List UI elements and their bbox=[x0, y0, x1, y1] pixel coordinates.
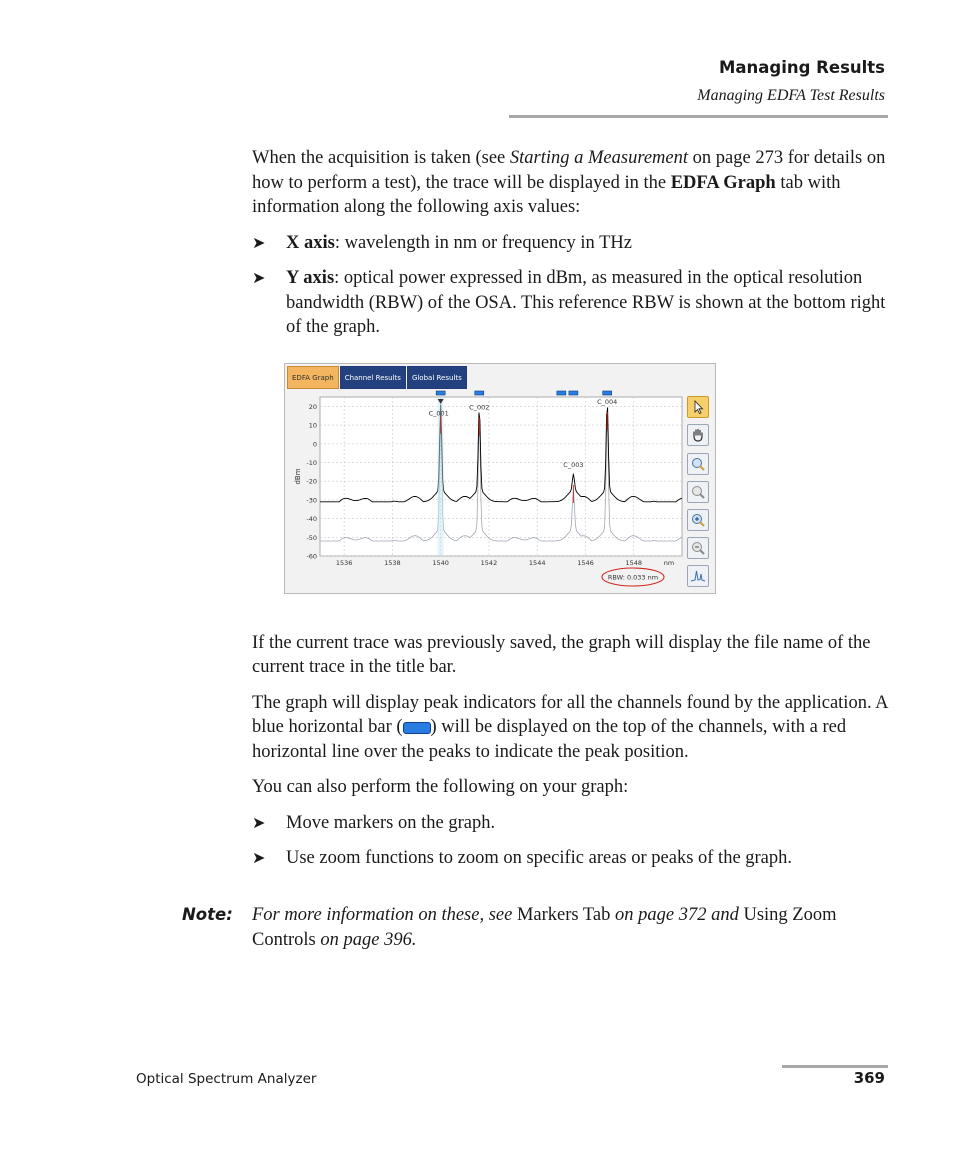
channel-label: C_003 bbox=[563, 460, 584, 469]
y-tick-label: -20 bbox=[306, 477, 317, 486]
channel-label: C_002 bbox=[469, 403, 490, 412]
paragraph-saved-trace: If the current trace was previously saved, the graph will display the file name of the current trace in the title bar. bbox=[252, 632, 871, 677]
bullet-term: Y axis bbox=[286, 268, 335, 288]
peak-text-2: ) will be displayed on the top of the channels, with a red horizontal line over the peaks to indicate the peak position. bbox=[252, 717, 847, 762]
peak-text-1: The graph will display peak indicators for all the channels found by the application. A blue horizontal bar ( bbox=[252, 692, 888, 737]
x-tick-label: 1536 bbox=[335, 559, 353, 567]
bullet-arrow-icon: ➤ bbox=[252, 268, 266, 287]
intro-link[interactable]: Starting a Measurement bbox=[509, 148, 689, 168]
x-tick-label: 1546 bbox=[577, 559, 594, 567]
intro-text-3: tab with information along the following axis values: bbox=[252, 172, 841, 217]
x-tick-label: 1538 bbox=[384, 559, 401, 567]
y-tick-label: -30 bbox=[306, 496, 317, 505]
hand-icon[interactable] bbox=[687, 424, 709, 446]
bullet-arrow-icon: ➤ bbox=[252, 232, 266, 252]
channel-peak-marker bbox=[569, 391, 578, 395]
blue-bar-icon bbox=[403, 722, 431, 734]
tab-bar bbox=[287, 366, 468, 389]
note-text-3: on page 396. bbox=[315, 929, 417, 950]
running-header-subtitle: Managing EDFA Test Results bbox=[697, 87, 885, 104]
tab-edfa-graph[interactable]: EDFA Graph bbox=[287, 366, 339, 389]
note-text bbox=[252, 903, 882, 952]
y-axis-label: dBm bbox=[294, 468, 302, 485]
peak-icon[interactable] bbox=[687, 565, 709, 587]
note-label: Note: bbox=[182, 905, 233, 924]
x-tick-label: 1544 bbox=[528, 559, 546, 567]
y-tick-label: 10 bbox=[308, 421, 317, 430]
bullet-arrow-icon: ➤ bbox=[252, 848, 266, 867]
bullet-y-axis bbox=[252, 266, 892, 340]
y-tick-label: -10 bbox=[306, 458, 317, 467]
bullet-term: X axis bbox=[286, 232, 335, 253]
x-tick-label: 1542 bbox=[480, 559, 498, 567]
note-text-1: For more information on these, see bbox=[252, 905, 517, 925]
note-link-zoom[interactable]: Using Zoom Controls bbox=[252, 905, 837, 950]
channel-label: C_004 bbox=[597, 397, 618, 406]
x-tick-label: 1548 bbox=[625, 559, 643, 567]
channel-peak-marker bbox=[603, 391, 612, 395]
edfa-graph-screenshot bbox=[284, 363, 716, 594]
bullet-text: Move markers on the graph. bbox=[286, 812, 496, 833]
intro-text-1: When the acquisition is taken (see bbox=[252, 148, 510, 168]
spectrum-chart[interactable] bbox=[285, 389, 685, 595]
zoom-area-icon[interactable] bbox=[687, 453, 709, 475]
y-tick-label: -50 bbox=[306, 533, 317, 542]
y-tick-label: -40 bbox=[306, 515, 317, 524]
running-header-title: Managing Results bbox=[718, 58, 885, 77]
zoom-in-icon[interactable] bbox=[687, 509, 709, 531]
tab-global-results[interactable]: Global Results bbox=[407, 366, 467, 389]
channel-peak-marker bbox=[436, 391, 445, 395]
note-block bbox=[182, 903, 882, 952]
bullet-text: Use zoom functions to zoom on specific areas or peaks of the graph. bbox=[286, 848, 793, 868]
intro-paragraph bbox=[252, 146, 892, 220]
x-axis-label: nm bbox=[663, 559, 675, 567]
footer-product-name: Optical Spectrum Analyzer bbox=[136, 1071, 317, 1087]
page-number: 369 bbox=[853, 1069, 885, 1087]
zoom-fit-icon[interactable] bbox=[687, 481, 709, 503]
tab-channel-results[interactable]: Channel Results bbox=[340, 366, 406, 389]
footer-rule bbox=[782, 1065, 888, 1068]
intro-text-2: on page 273 for details on how to perform a test), the trace will be displayed in the bbox=[252, 148, 886, 193]
note-text-2: on page 372 and bbox=[610, 905, 744, 925]
x-tick-label: 1540 bbox=[432, 559, 449, 567]
plot-area bbox=[320, 397, 682, 556]
channel-label: C_001 bbox=[428, 409, 449, 418]
bullet-move-markers bbox=[252, 811, 892, 836]
y-tick-label: 20 bbox=[308, 402, 317, 411]
intro-bold: EDFA Graph bbox=[670, 172, 776, 193]
header-rule bbox=[509, 115, 888, 118]
bullet-arrow-icon: ➤ bbox=[252, 812, 266, 832]
channel-peak-marker bbox=[557, 391, 566, 395]
paragraph-peak-indicators bbox=[252, 691, 892, 765]
paragraph-also-perform: You can also perform the following on your graph: bbox=[252, 777, 629, 797]
pointer-icon[interactable] bbox=[687, 396, 709, 418]
note-link-markers[interactable]: Markers Tab bbox=[516, 905, 611, 925]
bullet-zoom bbox=[252, 846, 892, 871]
bullet-text: : optical power expressed in dBm, as measured in the optical resolution bandwidth (RBW) of the OSA. This reference RBW is shown at the bottom right of the graph. bbox=[286, 268, 886, 337]
y-tick-label: 0 bbox=[312, 440, 317, 449]
zoom-out-icon[interactable] bbox=[687, 537, 709, 559]
y-tick-label: -60 bbox=[306, 552, 317, 561]
rbw-label: RBW: 0.033 nm bbox=[607, 573, 659, 582]
channel-peak-marker bbox=[475, 391, 484, 395]
bullet-x-axis bbox=[252, 231, 892, 256]
bullet-text: : wavelength in nm or frequency in THz bbox=[334, 232, 632, 253]
